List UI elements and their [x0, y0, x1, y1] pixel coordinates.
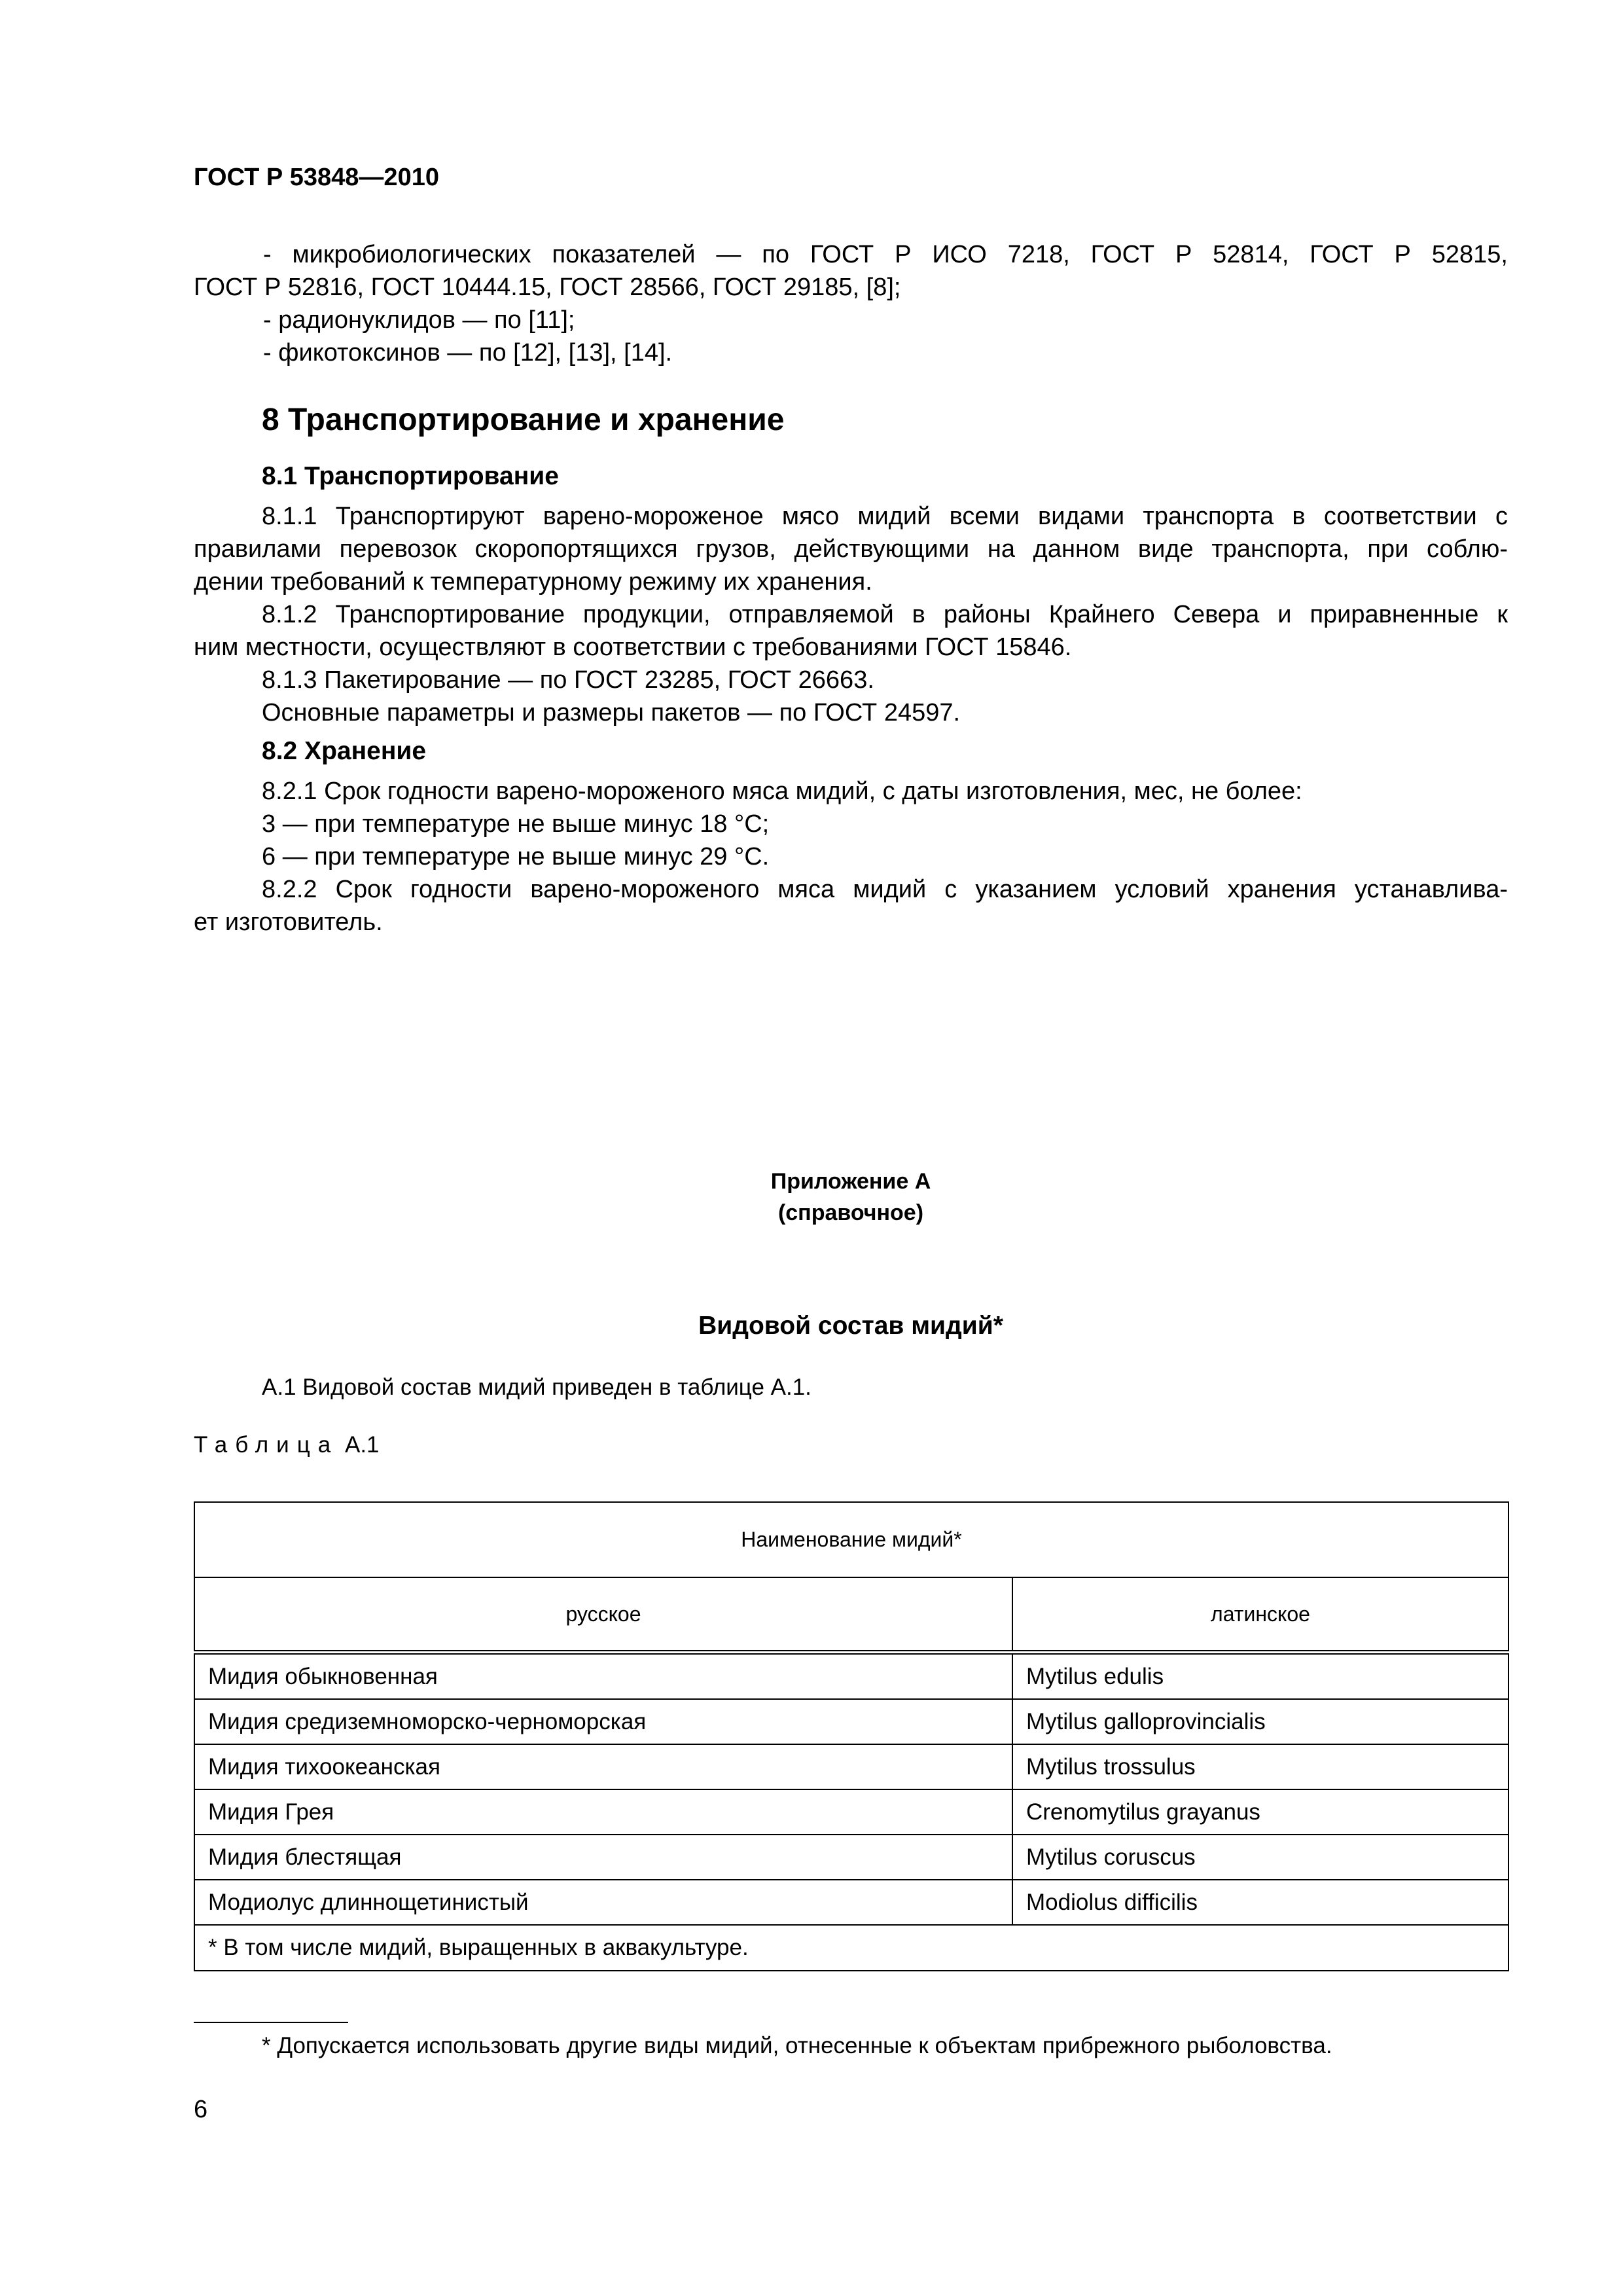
footnote-separator — [194, 2022, 348, 2023]
cell-ru: Мидия средиземноморско-черноморская — [194, 1699, 1012, 1744]
table-col-header-ru: русское — [194, 1577, 1012, 1653]
table-caption-number: А.1 — [344, 1432, 380, 1458]
page-footnote: * Допускается использовать другие виды мидий, отнесенные к объектам прибрежного рыболовства. — [262, 2033, 1332, 2058]
table-row — [194, 1835, 1508, 1880]
cell-lat: Mytilus trossulus — [1012, 1744, 1508, 1789]
para-8-2-1-b: 6 — при температуре не выше минус 29 °С. — [262, 843, 770, 870]
table-row — [194, 1880, 1508, 1925]
para-8-1-2-line1: 8.1.2 Транспортирование продукции, отправляемой в районы Крайнего Севера и приравненные к — [262, 601, 1508, 628]
list-item-micro-line2: ГОСТ Р 52816, ГОСТ 10444.15, ГОСТ 28566, ГОСТ 29185, [8]; — [194, 274, 901, 301]
cell-ru: Мидия обыкновенная — [194, 1653, 1012, 1700]
table-row — [194, 1744, 1508, 1789]
list-item-micro-line1: - микробиологических показателей — по ГОСТ Р ИСО 7218, ГОСТ Р 52814, ГОСТ Р 52815, — [263, 241, 1508, 268]
list-item-radio: - радионуклидов — по [11]; — [263, 306, 575, 334]
section-8-title: 8 Транспортирование и хранение — [262, 403, 785, 437]
table-footnote: * В том числе мидий, выращенных в аквакультуре. — [194, 1925, 1508, 1971]
table-caption-word: Таблица — [194, 1432, 339, 1458]
para-8-2-2-line1: 8.2.2 Срок годности варено-мороженого мяса мидий с указанием условий хранения устанавлива- — [262, 876, 1508, 903]
cell-lat: Crenomytilus grayanus — [1012, 1789, 1508, 1835]
appendix-title: Видовой состав мидий* — [698, 1312, 1003, 1340]
para-8-1-3-b: Основные параметры и размеры пакетов — по ГОСТ 24597. — [262, 699, 961, 726]
cell-lat: Modiolus difficilis — [1012, 1880, 1508, 1925]
page-number: 6 — [194, 2096, 208, 2123]
cell-lat: Mytilus edulis — [1012, 1653, 1508, 1700]
para-8-2-1: 8.2.1 Срок годности варено-мороженого мяса мидий, с даты изготовления, мес, не более: — [262, 778, 1302, 805]
para-8-1-2-line2: ним местности, осуществляют в соответствии с требованиями ГОСТ 15846. — [194, 634, 1072, 661]
standard-header: ГОСТ Р 53848—2010 — [194, 164, 439, 191]
cell-ru: Мидия Грея — [194, 1789, 1012, 1835]
para-8-1-1-line3: дении требований к температурному режиму их хранения. — [194, 568, 872, 596]
cell-ru: Мидия блестящая — [194, 1835, 1012, 1880]
table-col-header-lat: латинское — [1012, 1577, 1508, 1653]
para-8-1-1-line1: 8.1.1 Транспортируют варено-мороженое мясо мидий всеми видами транспорта в соответствии с — [262, 503, 1508, 530]
section-8-2-title: 8.2 Хранение — [262, 737, 427, 765]
list-item-phyco: - фикотоксинов — по [12], [13], [14]. — [263, 339, 673, 367]
cell-lat: Mytilus galloprovincialis — [1012, 1699, 1508, 1744]
mussel-species-table — [194, 1501, 1509, 1971]
appendix-kind: (справочное) — [777, 1200, 924, 1225]
para-8-1-1-line2: правилами перевозок скоропортящихся грузов, действующими на данном виде транспорта, при соблю- — [194, 535, 1508, 563]
para-8-1-3: 8.1.3 Пакетирование — по ГОСТ 23285, ГОСТ 26663. — [262, 666, 874, 694]
para-8-2-1-a: 3 — при температуре не выше минус 18 °С; — [262, 810, 770, 838]
appendix-label: Приложение А — [770, 1169, 931, 1194]
cell-lat: Mytilus coruscus — [1012, 1835, 1508, 1880]
cell-ru: Мидия тихоокеанская — [194, 1744, 1012, 1789]
table-group-header: Наименование мидий* — [194, 1502, 1508, 1577]
table-row — [194, 1699, 1508, 1744]
table-row — [194, 1653, 1508, 1700]
table-row — [194, 1789, 1508, 1835]
section-8-1-title: 8.1 Транспортирование — [262, 462, 559, 490]
cell-ru: Модиолус длиннощетинистый — [194, 1880, 1012, 1925]
appendix-intro: А.1 Видовой состав мидий приведен в таблице А.1. — [262, 1374, 812, 1400]
table-caption — [194, 1432, 380, 1458]
para-8-2-2-line2: ет изготовитель. — [194, 908, 383, 936]
